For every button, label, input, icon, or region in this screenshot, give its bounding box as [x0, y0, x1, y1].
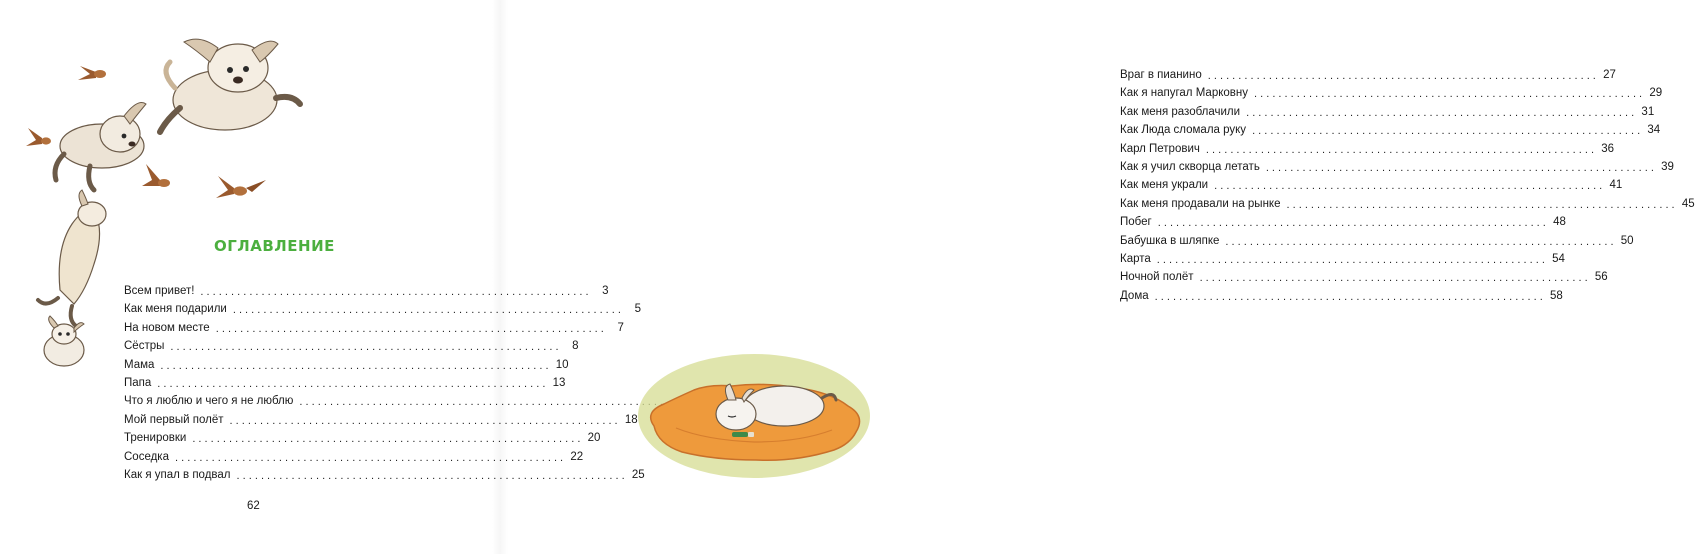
- toc-entry-title: Карта: [1120, 252, 1151, 265]
- toc-entry: [1120, 289, 1563, 307]
- toc-entry-page: 29: [1649, 87, 1663, 100]
- toc-entry-page: 58: [1549, 289, 1563, 302]
- right-page: [500, 0, 1695, 554]
- dot-leader: [1155, 290, 1543, 304]
- toc-entry-page: 5: [634, 303, 641, 316]
- dot-leader: [1266, 161, 1654, 175]
- toc-entry: [1120, 270, 1608, 288]
- dot-leader: [1214, 179, 1602, 193]
- toc-entry-page: 48: [1553, 216, 1566, 229]
- toc-entry: [1120, 86, 1663, 104]
- toc-entry: [1120, 197, 1695, 215]
- dot-leader: [1157, 253, 1545, 267]
- bird: [26, 128, 51, 146]
- toc-entry: [124, 302, 641, 320]
- toc-entry-title: Сёстры: [124, 340, 165, 353]
- dot-leader: [157, 377, 545, 391]
- toc-entry-title: Всем привет!: [124, 285, 195, 297]
- toc-entry-page: 56: [1594, 271, 1608, 284]
- toc-entry-title: Что я люблю и чего я не люблю: [124, 395, 294, 408]
- small-toy: [732, 432, 754, 437]
- bird: [142, 164, 170, 187]
- toc-entry-page: 10: [555, 358, 569, 371]
- page-number: 62: [247, 500, 260, 512]
- toc-entry-title: Как меня украли: [1120, 179, 1209, 192]
- toc-entry-page: 45: [1681, 197, 1695, 210]
- toc-entry-page: 41: [1609, 179, 1623, 192]
- toc-entry: [1120, 123, 1661, 141]
- toc-entry-title: На новом месте: [124, 321, 210, 334]
- toc-entry: [124, 376, 566, 394]
- dot-leader: [1200, 271, 1588, 285]
- toc-entry-page: 27: [1603, 69, 1616, 81]
- dot-leader: [1225, 235, 1613, 249]
- toc-entry-page: 39: [1661, 160, 1674, 173]
- toc-entry-page: 8: [572, 340, 579, 353]
- toc-entry-title: Соседка: [124, 450, 169, 463]
- dot-leader: [1208, 69, 1596, 83]
- toc-entry: [1120, 252, 1565, 270]
- toc-entry-page: 18: [624, 413, 638, 426]
- standing-dog: [38, 190, 106, 326]
- toc-entry-page: 13: [552, 376, 566, 389]
- toc-entry: [1120, 215, 1566, 233]
- toc-entry-title: Побег: [1120, 216, 1152, 229]
- toc-entry: [1120, 160, 1674, 178]
- dot-leader: [1252, 124, 1640, 138]
- toc-entry: [124, 413, 638, 431]
- bird: [78, 66, 106, 80]
- left-page: [0, 0, 645, 554]
- toc-entry-title: Как меня продавали на рынке: [1120, 197, 1281, 210]
- toc-entry-page: 25: [631, 468, 645, 481]
- dot-leader: [160, 359, 548, 373]
- toc-entry: [124, 394, 388, 412]
- toc-list-right: [1120, 68, 1695, 307]
- dot-leader: [1254, 87, 1642, 101]
- dot-leader: [1206, 143, 1594, 157]
- toc-entry-title: Мама: [124, 358, 155, 371]
- toc-entry-page: 20: [587, 432, 601, 445]
- toc-entry-title: Карл Петрович: [1120, 142, 1200, 155]
- toc-entry-title: Бабушка в шляпке: [1120, 234, 1220, 247]
- toc-entry-page: 34: [1647, 124, 1661, 137]
- toc-entry-title: Дома: [1120, 289, 1149, 302]
- toc-entry-title: Как меня разоблачили: [1120, 105, 1241, 118]
- toc-entry-title: Как я учил скворца летать: [1120, 160, 1260, 173]
- toc-entry-title: Как я напугал Марковну: [1120, 87, 1248, 100]
- toc-entry: [124, 468, 645, 486]
- toc-entry-page: 36: [1601, 142, 1615, 155]
- toc-entry-page: 54: [1552, 252, 1565, 265]
- small-puppy: [44, 316, 84, 366]
- toc-entry: [124, 450, 584, 468]
- dot-leader: [1158, 216, 1546, 230]
- toc-entry: [124, 358, 569, 376]
- toc-entry: [1120, 234, 1634, 252]
- dot-leader: [1246, 106, 1634, 120]
- toc-entry: [124, 431, 601, 449]
- big-flying-dog: [160, 39, 300, 132]
- toc-entry-page: 31: [1641, 105, 1655, 118]
- toc-entry: [1120, 142, 1615, 160]
- dot-leader: [1286, 198, 1674, 212]
- toc-entry-title: Папа: [124, 376, 152, 389]
- toc-entry-page: 7: [617, 321, 624, 334]
- toc-entry: [124, 339, 579, 357]
- toc-entry-title: Мой первый полёт: [124, 413, 224, 426]
- toc-entry-page: 22: [570, 450, 584, 463]
- toc-entry-title: Как меня подарили: [124, 303, 227, 316]
- toc-entry-title: Как Люда сломала руку: [1120, 124, 1247, 137]
- toc-entry: [124, 284, 609, 302]
- toc-entry-page: 50: [1620, 234, 1634, 247]
- toc-entry-title: Враг в пианино: [1120, 69, 1202, 81]
- sleeping-dog-illustration: [636, 340, 872, 480]
- toc-list-left: [124, 284, 645, 486]
- toc-entry-page: 3: [602, 285, 609, 297]
- toc-entry: [1120, 178, 1623, 196]
- toc-entry: [1120, 68, 1616, 86]
- shaggy-flying-dog: [55, 103, 146, 191]
- toc-entry-title: Ночной полёт: [1120, 271, 1194, 284]
- toc-entry: [1120, 105, 1655, 123]
- toc-entry-title: Тренировки: [124, 432, 187, 445]
- bird: [216, 176, 266, 198]
- toc-entry: [124, 321, 624, 339]
- toc-entry-title: Как я упал в подвал: [124, 468, 231, 481]
- toc-title: ОГЛАВЛЕНИЕ: [214, 237, 335, 255]
